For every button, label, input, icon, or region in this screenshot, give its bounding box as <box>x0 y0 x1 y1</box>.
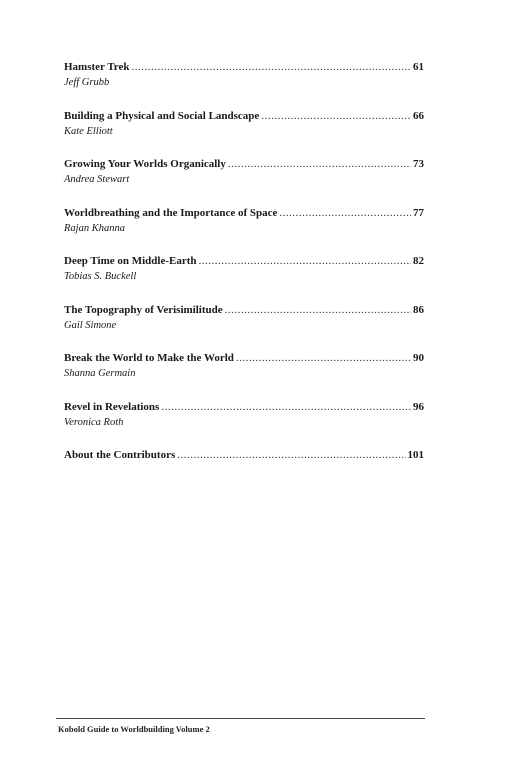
toc-entry-author: Gail Simone <box>64 319 117 331</box>
toc-entry-page: 96 <box>413 400 424 413</box>
toc-entry-page: 66 <box>413 109 424 122</box>
toc-entry-page: 73 <box>413 158 424 170</box>
dot-leader <box>225 303 411 318</box>
toc-entry-title[interactable]: The Topography of Verisimilitude <box>64 303 223 316</box>
toc-entry <box>64 206 424 236</box>
toc-entry-author: Jeff Grubb <box>64 77 110 88</box>
toc-entry <box>64 157 424 187</box>
toc-entry <box>64 60 424 90</box>
toc-entry <box>64 109 424 139</box>
toc-entry <box>64 448 424 463</box>
toc-entry <box>64 254 424 284</box>
toc-entry-page: 82 <box>413 255 424 267</box>
toc-entry-author: Tobias S. Buckell <box>64 271 137 282</box>
toc-entry-author: Rajan Khanna <box>64 222 125 234</box>
running-footer: Kobold Guide to Worldbuilding Volume 2 <box>58 724 210 734</box>
toc-entry-title[interactable]: Hamster Trek <box>64 61 130 73</box>
toc-entry-title[interactable]: Revel in Revelations <box>64 400 160 413</box>
toc-entry-title[interactable]: Worldbreathing and the Importance of Space <box>64 206 278 219</box>
dot-leader <box>261 109 411 124</box>
toc-entry-page: 86 <box>413 303 424 316</box>
dot-leader <box>131 60 411 75</box>
toc-entry-page: 101 <box>407 449 424 461</box>
table-of-contents <box>64 60 424 482</box>
toc-entry-page: 61 <box>413 61 424 73</box>
dot-leader <box>279 206 411 221</box>
toc-entry-page: 77 <box>413 206 424 219</box>
dot-leader <box>177 448 405 463</box>
toc-entry <box>64 303 424 333</box>
toc-entry-title[interactable]: Deep Time on Middle-Earth <box>64 255 197 267</box>
dot-leader <box>199 254 411 269</box>
toc-entry-author: Kate Elliott <box>64 125 113 137</box>
dot-leader <box>161 400 411 415</box>
toc-entry-title[interactable]: Building a Physical and Social Landscape <box>64 109 260 122</box>
toc-entry-title[interactable]: Growing Your Worlds Organically <box>64 158 226 170</box>
toc-entry-page: 90 <box>413 352 424 364</box>
toc-entry-author: Shanna Germain <box>64 368 136 379</box>
footer-divider <box>56 718 425 719</box>
toc-entry-author: Andrea Stewart <box>64 174 130 185</box>
toc-entry <box>64 400 424 430</box>
dot-leader <box>228 157 411 172</box>
dot-leader <box>236 351 411 366</box>
toc-entry-title[interactable]: About the Contributors <box>64 449 176 461</box>
toc-entry-title[interactable]: Break the World to Make the World <box>64 352 234 364</box>
toc-entry-author: Veronica Roth <box>64 416 124 428</box>
toc-entry <box>64 351 424 381</box>
